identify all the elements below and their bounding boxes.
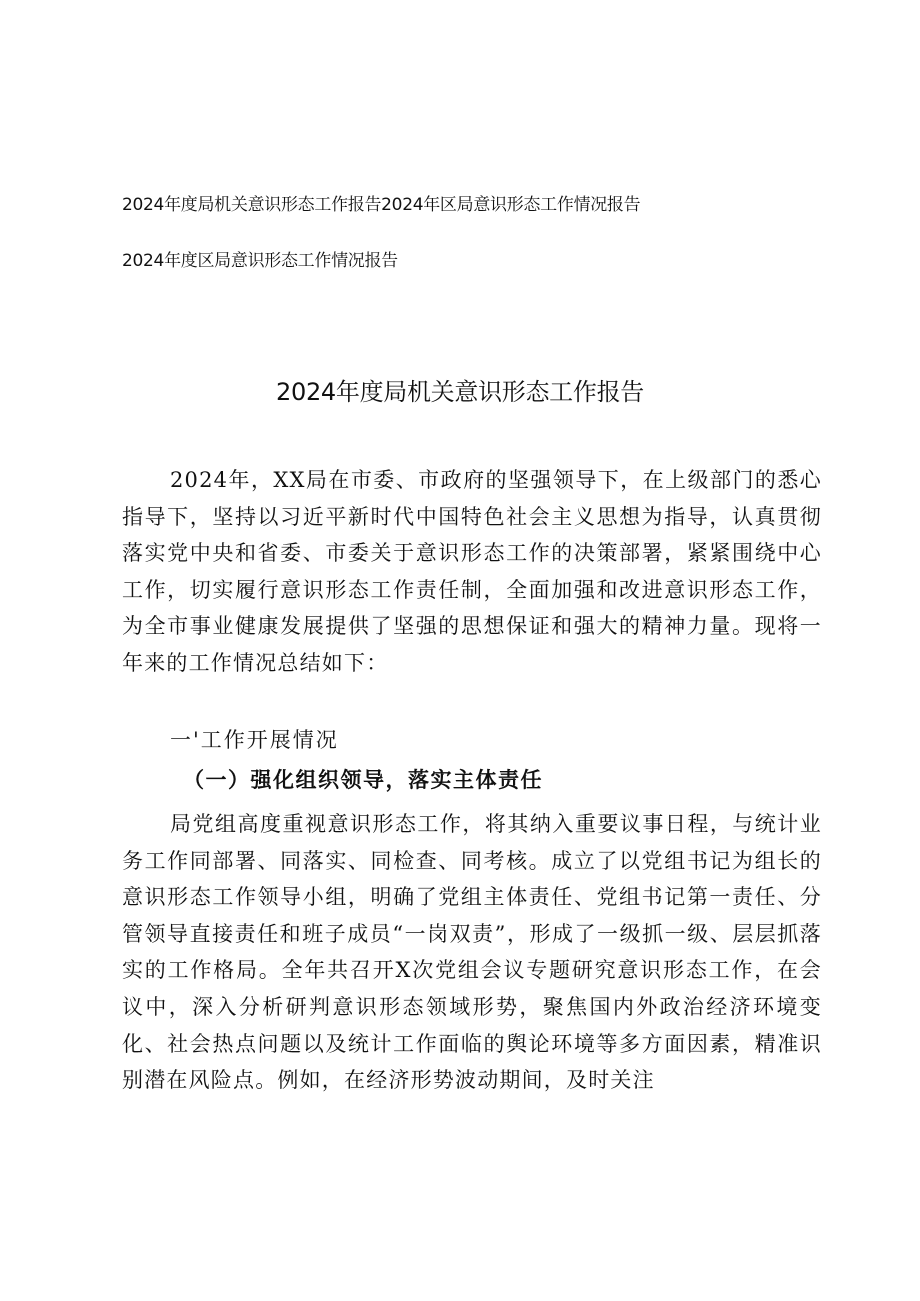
- subsection-heading: （一）强化组织领导，落实主体责任: [183, 767, 543, 792]
- toc-line-2: 2024年度区局意识形态工作情况报告: [122, 251, 398, 271]
- body-paragraph: 局党组高度重视意识形态工作，将其纳入重要议事日程，与统计业务工作同部署、同落实、同检查、同考核。成立了以党组书记为组长的意识形态工作领导小组，明确了党组主体责任、党组书记第一责任、分管领导直接责任和班子成员“一岗双责”，形成了一级抓一级、层层抓落实的工作格局。全年共召开X次党组会议专题研究意识形态工作，在会议中，深入分析研判意识形态领域形势，聚焦国内外政治经济环境变化、社会热点问题以及统计工作面临的舆论环境等多方面因素，精准识别潜在风险点。例如，在经济形势波动期间，及时关注: [122, 812, 822, 1093]
- document-title: 2024年度局机关意识形态工作报告: [276, 378, 644, 406]
- intro-paragraph: 2024年，XX局在市委、市政府的坚强领导下，在上级部门的悉心指导下，坚持以习近平新时代中国特色社会主义思想为指导，认真贯彻落实党中央和省委、市委关于意识形态工作的决策部署，紧紧围绕中心工作，切实履行意识形态工作责任制，全面加强和改进意识形态工作，为全市事业健康发展提供了坚强的思想保证和强大的精神力量。现将一年来的工作情况总结如下：: [122, 468, 822, 675]
- section-heading: 一'工作开展情况: [170, 728, 339, 752]
- toc-line-1: 2024年度局机关意识形态工作报告2024年区局意识形态工作情况报告: [122, 195, 641, 215]
